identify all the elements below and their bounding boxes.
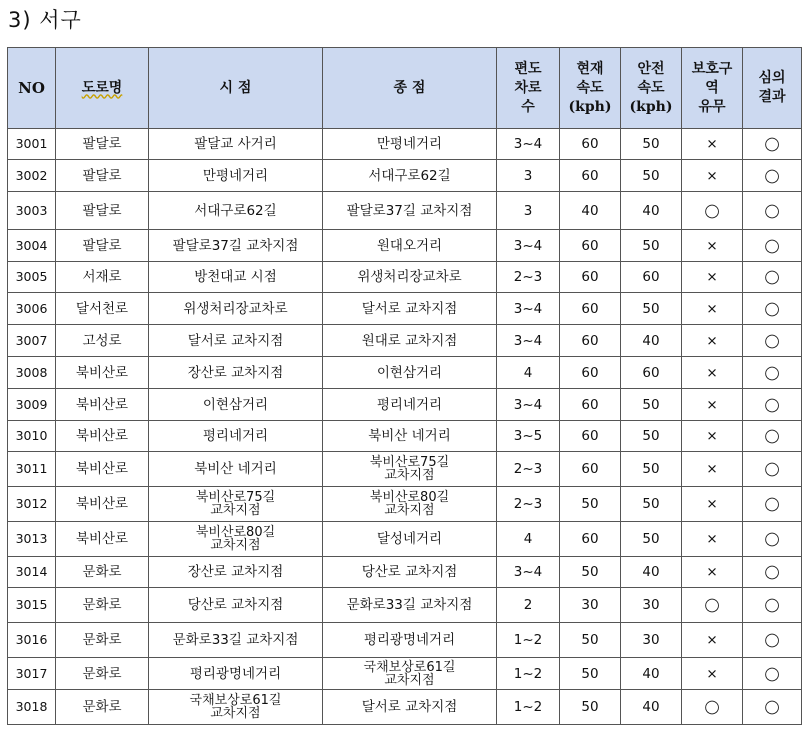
end-point: 북비산 네거리 xyxy=(323,421,497,452)
road-name: 문화로 xyxy=(56,658,149,690)
safe-speed: 40 xyxy=(621,557,682,588)
current-speed: 60 xyxy=(560,129,621,160)
protection-zone-mark: × xyxy=(682,557,743,588)
start-point: 달서로 교차지점 xyxy=(149,325,323,357)
safe-speed: 60 xyxy=(621,262,682,293)
end-point: 위생처리장교차로 xyxy=(323,262,497,293)
row-no: 3013 xyxy=(8,522,56,557)
protection-zone-mark: × xyxy=(682,658,743,690)
protection-zone-mark: × xyxy=(682,522,743,557)
header-start-point: 시 점 xyxy=(149,48,323,129)
end-point: 팔달로37길 교차지점 xyxy=(323,192,497,230)
road-name: 팔달로 xyxy=(56,129,149,160)
review-result-mark: ◯ xyxy=(743,357,802,389)
table-row xyxy=(8,690,802,725)
row-no: 3007 xyxy=(8,325,56,357)
table-row xyxy=(8,452,802,487)
row-no: 3014 xyxy=(8,557,56,588)
start-point: 팔달로37길 교차지점 xyxy=(149,230,323,262)
road-name: 문화로 xyxy=(56,623,149,658)
lanes: 3 xyxy=(497,160,560,192)
safe-speed: 50 xyxy=(621,160,682,192)
review-result-mark: ◯ xyxy=(743,192,802,230)
road-name: 문화로 xyxy=(56,690,149,725)
lanes: 3~4 xyxy=(497,325,560,357)
current-speed: 60 xyxy=(560,293,621,325)
safe-speed: 60 xyxy=(621,357,682,389)
table-row xyxy=(8,129,802,160)
end-point: 북비산로75길 교차지점 xyxy=(323,452,497,487)
road-name: 달서천로 xyxy=(56,293,149,325)
safe-speed: 40 xyxy=(621,658,682,690)
row-no: 3016 xyxy=(8,623,56,658)
review-result-mark: ◯ xyxy=(743,325,802,357)
table-row xyxy=(8,557,802,588)
header-current-speed: 현재 속도 (kph) xyxy=(560,48,621,129)
protection-zone-mark: × xyxy=(682,129,743,160)
road-name: 서재로 xyxy=(56,262,149,293)
row-no: 3006 xyxy=(8,293,56,325)
row-no: 3011 xyxy=(8,452,56,487)
lanes: 1~2 xyxy=(497,690,560,725)
lanes: 3~4 xyxy=(497,389,560,421)
table-row xyxy=(8,522,802,557)
table-row xyxy=(8,262,802,293)
lanes: 3~5 xyxy=(497,421,560,452)
current-speed: 60 xyxy=(560,325,621,357)
start-point: 국채보상로61길 교차지점 xyxy=(149,690,323,725)
end-point: 달서로 교차지점 xyxy=(323,293,497,325)
table-row xyxy=(8,487,802,522)
table-row xyxy=(8,325,802,357)
protection-zone-mark: × xyxy=(682,452,743,487)
speed-limit-table xyxy=(7,47,802,725)
review-result-mark: ◯ xyxy=(743,522,802,557)
lanes: 4 xyxy=(497,522,560,557)
header-lanes: 편도 차로 수 xyxy=(497,48,560,129)
lanes: 2~3 xyxy=(497,262,560,293)
protection-zone-mark: × xyxy=(682,421,743,452)
header-road-name: 도로명 xyxy=(56,48,149,129)
table-row xyxy=(8,192,802,230)
row-no: 3005 xyxy=(8,262,56,293)
protection-zone-mark: × xyxy=(682,389,743,421)
start-point: 북비산로80길 교차지점 xyxy=(149,522,323,557)
protection-zone-mark: × xyxy=(682,357,743,389)
review-result-mark: ◯ xyxy=(743,160,802,192)
table-row xyxy=(8,623,802,658)
protection-zone-mark: × xyxy=(682,160,743,192)
start-point: 북비산로75길 교차지점 xyxy=(149,487,323,522)
current-speed: 60 xyxy=(560,452,621,487)
current-speed: 50 xyxy=(560,690,621,725)
safe-speed: 50 xyxy=(621,230,682,262)
safe-speed: 30 xyxy=(621,623,682,658)
review-result-mark: ◯ xyxy=(743,129,802,160)
review-result-mark: ◯ xyxy=(743,389,802,421)
table-row xyxy=(8,588,802,623)
end-point: 평리광명네거리 xyxy=(323,623,497,658)
lanes: 3~4 xyxy=(497,230,560,262)
lanes: 1~2 xyxy=(497,623,560,658)
review-result-mark: ◯ xyxy=(743,690,802,725)
end-point: 만평네거리 xyxy=(323,129,497,160)
current-speed: 40 xyxy=(560,192,621,230)
start-point: 위생처리장교차로 xyxy=(149,293,323,325)
row-no: 3008 xyxy=(8,357,56,389)
review-result-mark: ◯ xyxy=(743,487,802,522)
end-point: 서대구로62길 xyxy=(323,160,497,192)
protection-zone-mark: × xyxy=(682,262,743,293)
current-speed: 60 xyxy=(560,421,621,452)
review-result-mark: ◯ xyxy=(743,588,802,623)
end-point: 달서로 교차지점 xyxy=(323,690,497,725)
protection-zone-mark: ◯ xyxy=(682,588,743,623)
table-header-row xyxy=(8,48,802,129)
start-point: 북비산 네거리 xyxy=(149,452,323,487)
road-name: 북비산로 xyxy=(56,522,149,557)
current-speed: 60 xyxy=(560,230,621,262)
review-result-mark: ◯ xyxy=(743,230,802,262)
protection-zone-mark: × xyxy=(682,230,743,262)
header-protection-zone: 보호구 역 유무 xyxy=(682,48,743,129)
table-row xyxy=(8,293,802,325)
review-result-mark: ◯ xyxy=(743,262,802,293)
table-row xyxy=(8,421,802,452)
start-point: 평리광명네거리 xyxy=(149,658,323,690)
row-no: 3002 xyxy=(8,160,56,192)
section-title: 3) 서구 xyxy=(8,8,82,32)
road-name: 북비산로 xyxy=(56,452,149,487)
row-no: 3004 xyxy=(8,230,56,262)
safe-speed: 50 xyxy=(621,522,682,557)
header-end-point: 종 점 xyxy=(323,48,497,129)
lanes: 2~3 xyxy=(497,487,560,522)
table-row xyxy=(8,357,802,389)
lanes: 1~2 xyxy=(497,658,560,690)
start-point: 방천대교 시점 xyxy=(149,262,323,293)
road-name: 팔달로 xyxy=(56,160,149,192)
row-no: 3017 xyxy=(8,658,56,690)
lanes: 3 xyxy=(497,192,560,230)
current-speed: 60 xyxy=(560,522,621,557)
end-point: 이현삼거리 xyxy=(323,357,497,389)
road-name: 팔달로 xyxy=(56,230,149,262)
start-point: 장산로 교차지점 xyxy=(149,557,323,588)
current-speed: 60 xyxy=(560,357,621,389)
start-point: 장산로 교차지점 xyxy=(149,357,323,389)
road-name: 문화로 xyxy=(56,557,149,588)
end-point: 원대오거리 xyxy=(323,230,497,262)
review-result-mark: ◯ xyxy=(743,557,802,588)
start-point: 평리네거리 xyxy=(149,421,323,452)
end-point: 당산로 교차지점 xyxy=(323,557,497,588)
lanes: 3~4 xyxy=(497,129,560,160)
table-row xyxy=(8,389,802,421)
review-result-mark: ◯ xyxy=(743,658,802,690)
lanes: 3~4 xyxy=(497,557,560,588)
lanes: 2 xyxy=(497,588,560,623)
road-name: 북비산로 xyxy=(56,389,149,421)
lanes: 2~3 xyxy=(497,452,560,487)
road-name: 북비산로 xyxy=(56,421,149,452)
start-point: 팔달교 사거리 xyxy=(149,129,323,160)
start-point: 서대구로62길 xyxy=(149,192,323,230)
end-point: 원대로 교차지점 xyxy=(323,325,497,357)
header-review-result: 심의 결과 xyxy=(743,48,802,129)
protection-zone-mark: × xyxy=(682,487,743,522)
current-speed: 60 xyxy=(560,389,621,421)
header-no: NO xyxy=(8,48,56,129)
lanes: 3~4 xyxy=(497,293,560,325)
start-point: 이현삼거리 xyxy=(149,389,323,421)
current-speed: 50 xyxy=(560,658,621,690)
current-speed: 50 xyxy=(560,623,621,658)
end-point: 국채보상로61길 교차지점 xyxy=(323,658,497,690)
start-point: 만평네거리 xyxy=(149,160,323,192)
start-point: 당산로 교차지점 xyxy=(149,588,323,623)
table-row xyxy=(8,658,802,690)
road-name: 북비산로 xyxy=(56,357,149,389)
review-result-mark: ◯ xyxy=(743,452,802,487)
start-point: 문화로33길 교차지점 xyxy=(149,623,323,658)
review-result-mark: ◯ xyxy=(743,293,802,325)
protection-zone-mark: × xyxy=(682,293,743,325)
end-point: 달성네거리 xyxy=(323,522,497,557)
review-result-mark: ◯ xyxy=(743,623,802,658)
safe-speed: 50 xyxy=(621,389,682,421)
row-no: 3001 xyxy=(8,129,56,160)
road-name: 고성로 xyxy=(56,325,149,357)
row-no: 3009 xyxy=(8,389,56,421)
protection-zone-mark: × xyxy=(682,325,743,357)
row-no: 3012 xyxy=(8,487,56,522)
road-name: 팔달로 xyxy=(56,192,149,230)
safe-speed: 50 xyxy=(621,421,682,452)
lanes: 4 xyxy=(497,357,560,389)
current-speed: 60 xyxy=(560,262,621,293)
current-speed: 50 xyxy=(560,557,621,588)
current-speed: 50 xyxy=(560,487,621,522)
safe-speed: 50 xyxy=(621,487,682,522)
row-no: 3010 xyxy=(8,421,56,452)
current-speed: 30 xyxy=(560,588,621,623)
safe-speed: 40 xyxy=(621,192,682,230)
current-speed: 60 xyxy=(560,160,621,192)
protection-zone-mark: ◯ xyxy=(682,690,743,725)
end-point: 북비산로80길 교차지점 xyxy=(323,487,497,522)
row-no: 3018 xyxy=(8,690,56,725)
safe-speed: 50 xyxy=(621,129,682,160)
end-point: 평리네거리 xyxy=(323,389,497,421)
table-row xyxy=(8,160,802,192)
road-name: 북비산로 xyxy=(56,487,149,522)
table-body xyxy=(8,129,802,725)
safe-speed: 50 xyxy=(621,452,682,487)
safe-speed: 40 xyxy=(621,690,682,725)
safe-speed: 40 xyxy=(621,325,682,357)
header-safe-speed: 안전 속도 (kph) xyxy=(621,48,682,129)
table-row xyxy=(8,230,802,262)
road-name: 문화로 xyxy=(56,588,149,623)
row-no: 3015 xyxy=(8,588,56,623)
row-no: 3003 xyxy=(8,192,56,230)
safe-speed: 50 xyxy=(621,293,682,325)
review-result-mark: ◯ xyxy=(743,421,802,452)
protection-zone-mark: ◯ xyxy=(682,192,743,230)
safe-speed: 30 xyxy=(621,588,682,623)
end-point: 문화로33길 교차지점 xyxy=(323,588,497,623)
protection-zone-mark: × xyxy=(682,623,743,658)
